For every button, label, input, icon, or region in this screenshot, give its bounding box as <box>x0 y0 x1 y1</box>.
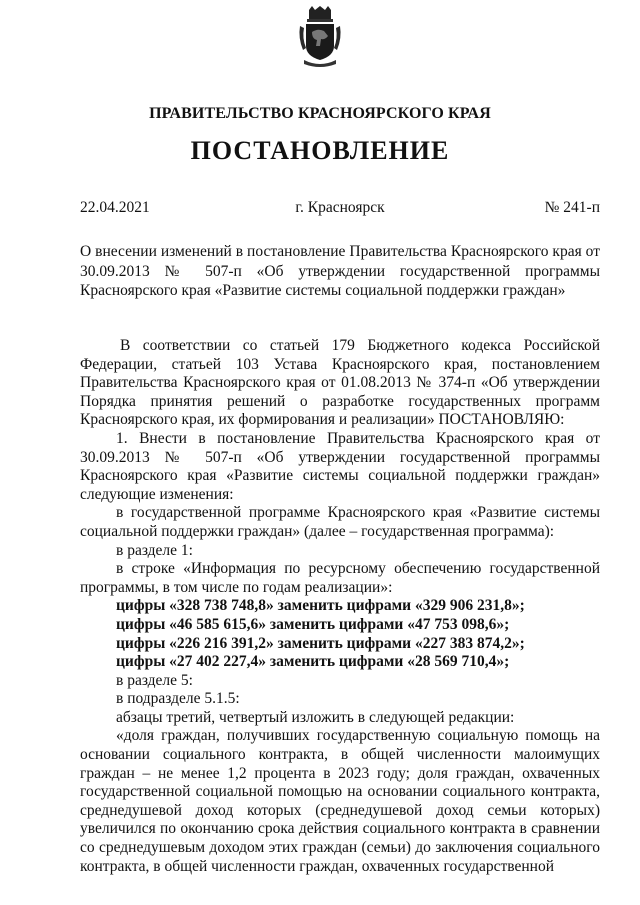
body-paragraph: в разделе 1: <box>116 541 193 559</box>
body-paragraph: цифры «27 402 227,4» заменить цифрами «28 569 710,4»; <box>116 653 510 671</box>
document-subject: О внесении изменений в постановление Правительства Красноярского края от 30.09.2013 № 507-п «Об утверждении государственной программы Красноярского края «Развитие системы социальной поддержки граждан» <box>80 243 600 299</box>
body-paragraph: «доля граждан, получивших государственную социальную помощь на основании социального контракта, в общей численности малоимущих граждан – не менее 1,2 процента в 2023 году; доля граждан, охваченных государственной социальной помощью на основании социального контракта, среднедушевой доход которых (среднедушевой доход семьи которых) увеличился по окончанию срока действия социального контракта в сравнении со среднедушевым доходом этих граждан (семьи) до заключения социального контракта, в общей численности граждан, охваченных государственной <box>80 727 600 875</box>
body-paragraph: 1. Внести в постановление Правительства Красноярского края от 30.09.2013 № 507-п «Об утверждении государственной программы Красноярского края «Развитие системы социальной поддержки граждан» следующие изменения: <box>80 429 600 503</box>
document-meta-row <box>80 199 600 219</box>
body-paragraph: В соответствии со статьей 179 Бюджетного кодекса Российской Федерации, статьей 103 Устава Красноярского края, постановлением Правительства Красноярского края от 01.08.2013 № 374-п «Об утверждении Порядка принятия решений о разработке государственных программ Красноярского края, их формирования и реализации» ПОСТАНОВЛЯЮ: <box>80 337 600 429</box>
krasnoyarsk-coat-of-arms-icon <box>298 6 342 68</box>
body-paragraph: абзацы третий, четвертый изложить в следующей редакции: <box>116 708 515 726</box>
document-type-title: ПОСТАНОВЛЕНИЕ <box>190 136 450 165</box>
body-paragraph: цифры «46 585 615,6» заменить цифрами «47 753 098,6»; <box>116 615 510 633</box>
government-title: ПРАВИТЕЛЬСТВО КРАСНОЯРСКОГО КРАЯ <box>149 105 491 122</box>
body-paragraph: в строке «Информация по ресурсному обеспечению государственной программы, в том числе по годам реализации»: <box>80 560 600 596</box>
body-paragraph: в государственной программе Красноярского края «Развитие системы социальной поддержки граждан» (далее – государственная программа): <box>80 504 600 540</box>
document-city: г. Красноярск <box>295 199 385 216</box>
body-paragraph: в разделе 5: <box>116 671 193 689</box>
document-number: № 241-п <box>544 199 600 216</box>
body-paragraph: цифры «328 738 748,8» заменить цифрами «329 906 231,8»; <box>116 597 525 615</box>
document-body <box>80 337 600 876</box>
body-paragraph: в подразделе 5.1.5: <box>116 690 240 708</box>
document-date: 22.04.2021 <box>80 199 150 216</box>
body-paragraph: цифры «226 216 391,2» заменить цифрами «227 383 874,2»; <box>116 634 525 652</box>
